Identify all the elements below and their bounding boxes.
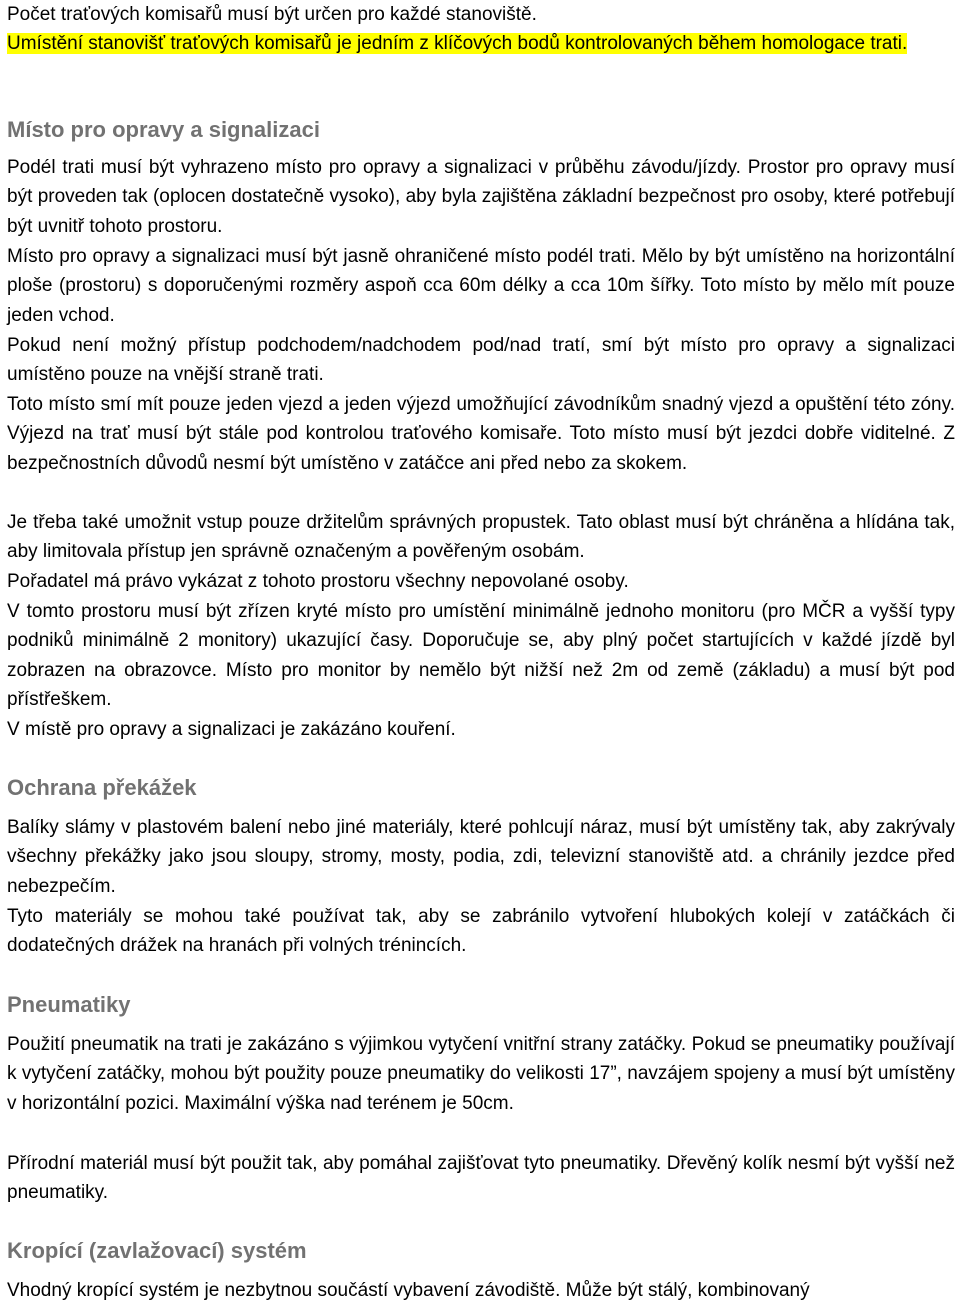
repair-paragraph-3: Pokud není možný přístup podchodem/nadchodem pod/nad tratí, smí být místo pro opravy a signalizaci umístěno pouze na vnější straně trati.	[7, 335, 955, 386]
sprinkler-paragraph-1: Vhodný kropící systém je nezbytnou součástí vybavení závodiště. Může být stálý, kombinovaný	[7, 1280, 810, 1301]
repair-paragraph-4: Toto místo smí mít pouze jeden vjezd a jeden výjezd umožňující závodníkům snadný vjezd a opuštění této zóny. Výjezd na trať musí být stále pod kontrolou traťového komisaře. Toto místo musí být jezdci dobře viditelné. Z bezpečnostních důvodů nesmí být umístěno v zatáčce ani před nebo za skokem.	[7, 394, 955, 474]
obstacles-paragraph-1: Balíky slámy v plastovém balení nebo jiné materiály, které pohlcují náraz, musí být umístěny tak, aby zakrývaly všechny překážky jako jsou sloupy, stromy, mosty, podia, zdi, televizní stanoviště atd. a chránily jezdce před nebezpečím.	[7, 817, 955, 897]
section-heading-sprinkler: Kropící (zavlažovací) systém	[7, 1238, 307, 1263]
obstacles-paragraph-2: Tyto materiály se mohou také používat tak, aby se zabránilo vytvoření hlubokých kolejí v zatáčkách či dodatečných drážek na hranách při volných trénincích.	[7, 906, 955, 957]
intro-paragraph: Počet traťových komisařů musí být určen pro každé stanoviště.	[7, 4, 537, 25]
section-heading-repair: Místo pro opravy a signalizaci	[7, 117, 320, 142]
highlighted-text: Umístění stanovišť traťových komisařů je jedním z klíčových bodů kontrolovaných během homologace trati.	[7, 33, 908, 54]
tires-paragraph-1: Použití pneumatik na trati je zakázáno s výjimkou vytyčení vnitřní strany zatáčky. Pokud se pneumatiky používají k vytyčení zatáčky, mohou být použity pouze pneumatiky do velikosti 17”, navzájem spojeny a musí být umístěny v horizontální pozici. Maximální výška nad terénem je 50cm.	[7, 1034, 955, 1114]
intro-highlighted-paragraph	[7, 29, 955, 58]
repair-paragraph-5: Je třeba také umožnit vstup pouze držitelům správných propustek. Tato oblast musí být chráněna a hlídána tak, aby limitovala přístup jen správně označeným a pověřeným osobám.	[7, 512, 955, 563]
repair-paragraph-1: Podél trati musí být vyhrazeno místo pro opravy a signalizaci v průběhu závodu/jízdy. Prostor pro opravy musí být proveden tak (oplocen dostatečně vysoko), aby byla zajištěna základní bezpečnost pro osoby, které potřebují být uvnitř tohoto prostoru.	[7, 157, 955, 237]
repair-paragraph-7: V tomto prostoru musí být zřízen kryté místo pro umístění minimálně jednoho monitoru (pro MČR a vyšší typy podniků minimálně 2 monitory) ukazující časy. Doporučuje se, aby plný počet startujících v každé jízdě byl zobrazen na obrazovce. Místo pro monitor by nemělo být nižší než 2m od země (základu) a musí být pod přístřeškem.	[7, 601, 955, 711]
tires-paragraph-2: Přírodní materiál musí být použit tak, aby pomáhal zajišťovat tyto pneumatiky. Dřevěný kolík nesmí být vyšší než pneumatiky.	[7, 1153, 955, 1204]
section-heading-tires: Pneumatiky	[7, 992, 131, 1017]
repair-paragraph-2: Místo pro opravy a signalizaci musí být jasně ohraničené místo podél trati. Mělo by být umístěno na horizontální ploše (prostoru) s doporučenými rozměry aspoň cca 60m délky a cca 10m šířky. Toto místo by mělo mít pouze jeden vchod.	[7, 246, 955, 326]
section-heading-obstacles: Ochrana překážek	[7, 775, 197, 800]
repair-paragraph-6: Pořadatel má právo vykázat z tohoto prostoru všechny nepovolané osoby.	[7, 571, 629, 592]
repair-paragraph-8: V místě pro opravy a signalizaci je zakázáno kouření.	[7, 719, 456, 740]
